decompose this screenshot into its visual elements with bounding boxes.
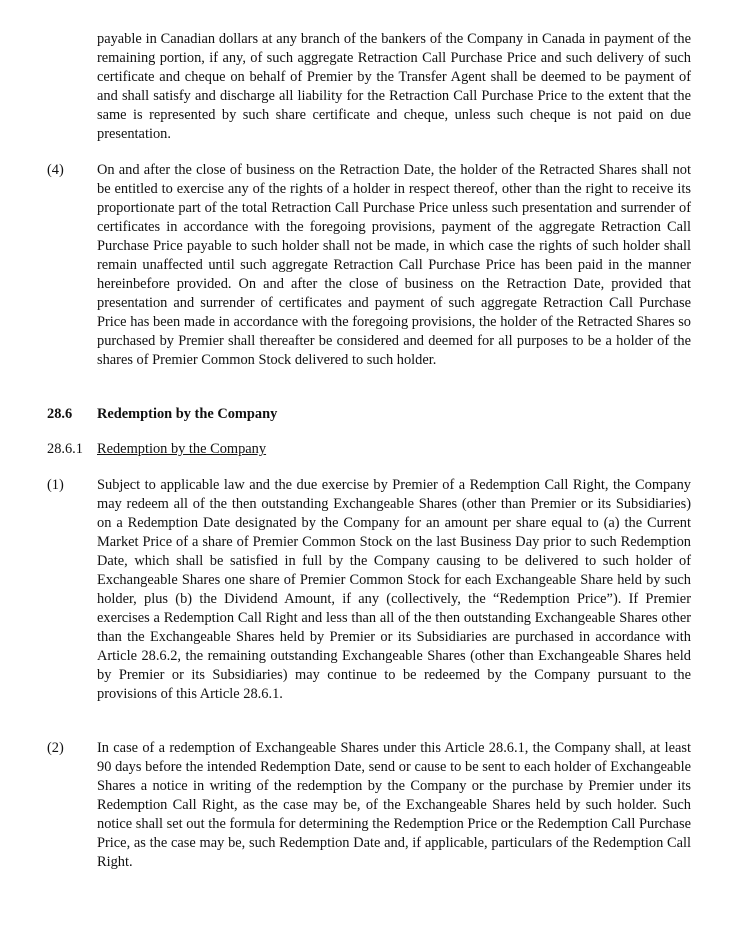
continuation-paragraph: payable in Canadian dollars at any branch of the bankers of the Company in Canada in payment of the remaining portion, if any, of such aggregate Retraction Call Purchase Price and such delivery of such certificate and cheque on behalf of Premier by the Transfer Agent shall be deemed to be payment of and shall satisfy and discharge all liability for the Retraction Call Purchase Price to the extent that the same is represented by such share certificate and cheque, unless such cheque is not paid on due presentation. <box>97 31 691 142</box>
item-2-number: (2) <box>47 740 64 756</box>
section-number: 28.6 <box>47 406 73 422</box>
item-4-paragraph: On and after the close of business on the Retraction Date, the holder of the Retracted Shares shall not be entitled to exercise any of the rights of a holder in respect thereof, other than the right to receive its proportionate part of the total Retraction Call Purchase Price unless such presentation and surrender of certificates in accordance with the foregoing provisions, payment of the aggregate Retraction Call Purchase Price payable to such holder shall not be made, in which case the rights of such holder shall remain unaffected until such aggregate Retraction Call Purchase Price has been paid in the manner hereinbefore provided. On and after the close of business on the Retraction Date, provided that presentation and surrender of certificates and payment of such aggregate Retraction Call Purchase Price has been made in accordance with the foregoing provisions, the holder of the Retracted Shares so purchased by Premier shall thereafter be considered and deemed for all purposes to be a holder of the shares of Premier Common Stock delivered to such holder. <box>97 162 691 368</box>
item-1-paragraph: Subject to applicable law and the due exercise by Premier of a Redemption Call Right, the Company may redeem all of the then outstanding Exchangeable Shares (other than Premier or its Subsidiaries) on a Redemption Date designated by the Company for an amount per share equal to (a) the Current Market Price of a share of Premier Common Stock on the last Business Day prior to such Redemption Date, which shall be satisfied in full by the Company causing to be delivered to such holder of Exchangeable Shares one share of Premier Common Stock for each Exchangeable Share held by such holder, plus (b) the Dividend Amount, if any (collectively, the “Redemption Price”). If Premier exercises a Redemption Call Right and less than all of the then outstanding Exchangeable Shares other than the Exchangeable Shares held by Premier or its Subsidiaries are purchased in accordance with Article 28.6.2, the remaining outstanding Exchangeable Shares (other than Exchangeable Shares held by Premier or its Subsidiaries) may continue to be redeemed by the Company pursuant to the provisions of this Article 28.6.1. <box>97 477 691 702</box>
section-title: Redemption by the Company <box>97 406 278 422</box>
item-4-number: (4) <box>47 162 64 178</box>
item-2-paragraph: In case of a redemption of Exchangeable Shares under this Article 28.6.1, the Company shall, at least 90 days before the intended Redemption Date, send or cause to be sent to each holder of Exchangeable Shares a notice in writing of the redemption by the Company or the purchase by Premier under its Redemption Call Right, as the case may be, of the Exchangeable Shares held by such holder. Such notice shall set out the formula for determining the Redemption Price or the Redemption Call Purchase Price, as the case may be, such Redemption Date and, if applicable, particulars of the Redemption Call Right. <box>97 740 691 870</box>
subsection-title: Redemption by the Company <box>97 441 267 457</box>
item-1-number: (1) <box>47 477 64 493</box>
subsection-number: 28.6.1 <box>47 441 83 457</box>
